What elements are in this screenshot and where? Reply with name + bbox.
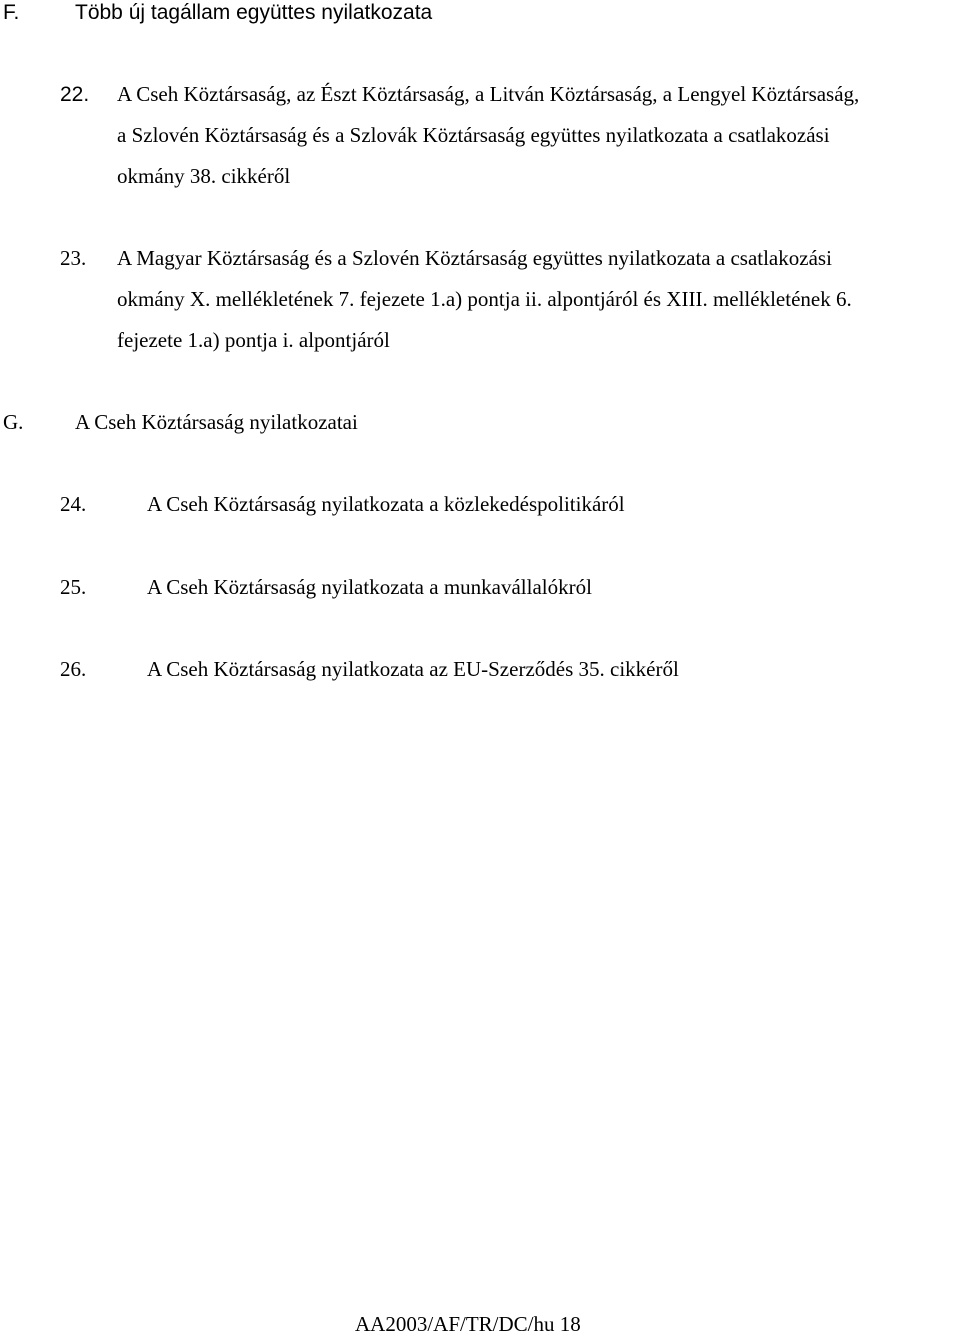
section-f-letter: F.: [3, 1, 20, 24]
item-25-number: 25.: [60, 575, 87, 599]
document-reference-footer: AA2003/AF/TR/DC/hu 18: [355, 1312, 581, 1336]
section-g-letter: G.: [3, 410, 24, 434]
item-22-line-2: a Szlovén Köztársaság és a Szlovák Köztársaság együttes nyilatkozata a csatlakozási: [117, 123, 830, 147]
item-23-line-3: fejezete 1.a) pontja i. alpontjáról: [117, 328, 390, 352]
item-26-number: 26.: [60, 657, 87, 681]
item-24-number: 24.: [60, 492, 87, 516]
section-f-title: Több új tagállam együttes nyilatkozata: [75, 1, 433, 24]
item-26-line-1: A Cseh Köztársaság nyilatkozata az EU-Szerződés 35. cikkéről: [147, 657, 679, 681]
item-24-line-1: A Cseh Köztársaság nyilatkozata a közlekedéspolitikáról: [147, 492, 625, 516]
section-g-title: A Cseh Köztársaság nyilatkozatai: [75, 410, 358, 434]
item-22-number: 22.: [60, 83, 90, 106]
item-23-number: 23.: [60, 246, 87, 270]
item-25-line-1: A Cseh Köztársaság nyilatkozata a munkavállalókról: [147, 575, 592, 599]
item-22-line-3: okmány 38. cikkéről: [117, 164, 291, 188]
item-22-line-1: A Cseh Köztársaság, az Észt Köztársaság, a Litván Köztársaság, a Lengyel Köztársaság,: [117, 82, 860, 106]
item-23-line-2: okmány X. mellékletének 7. fejezete 1.a) pontja ii. alpontjáról és XIII. mellékletének 6.: [117, 287, 852, 311]
item-23-line-1: A Magyar Köztársaság és a Szlovén Köztársaság együttes nyilatkozata a csatlakozási: [117, 246, 832, 270]
